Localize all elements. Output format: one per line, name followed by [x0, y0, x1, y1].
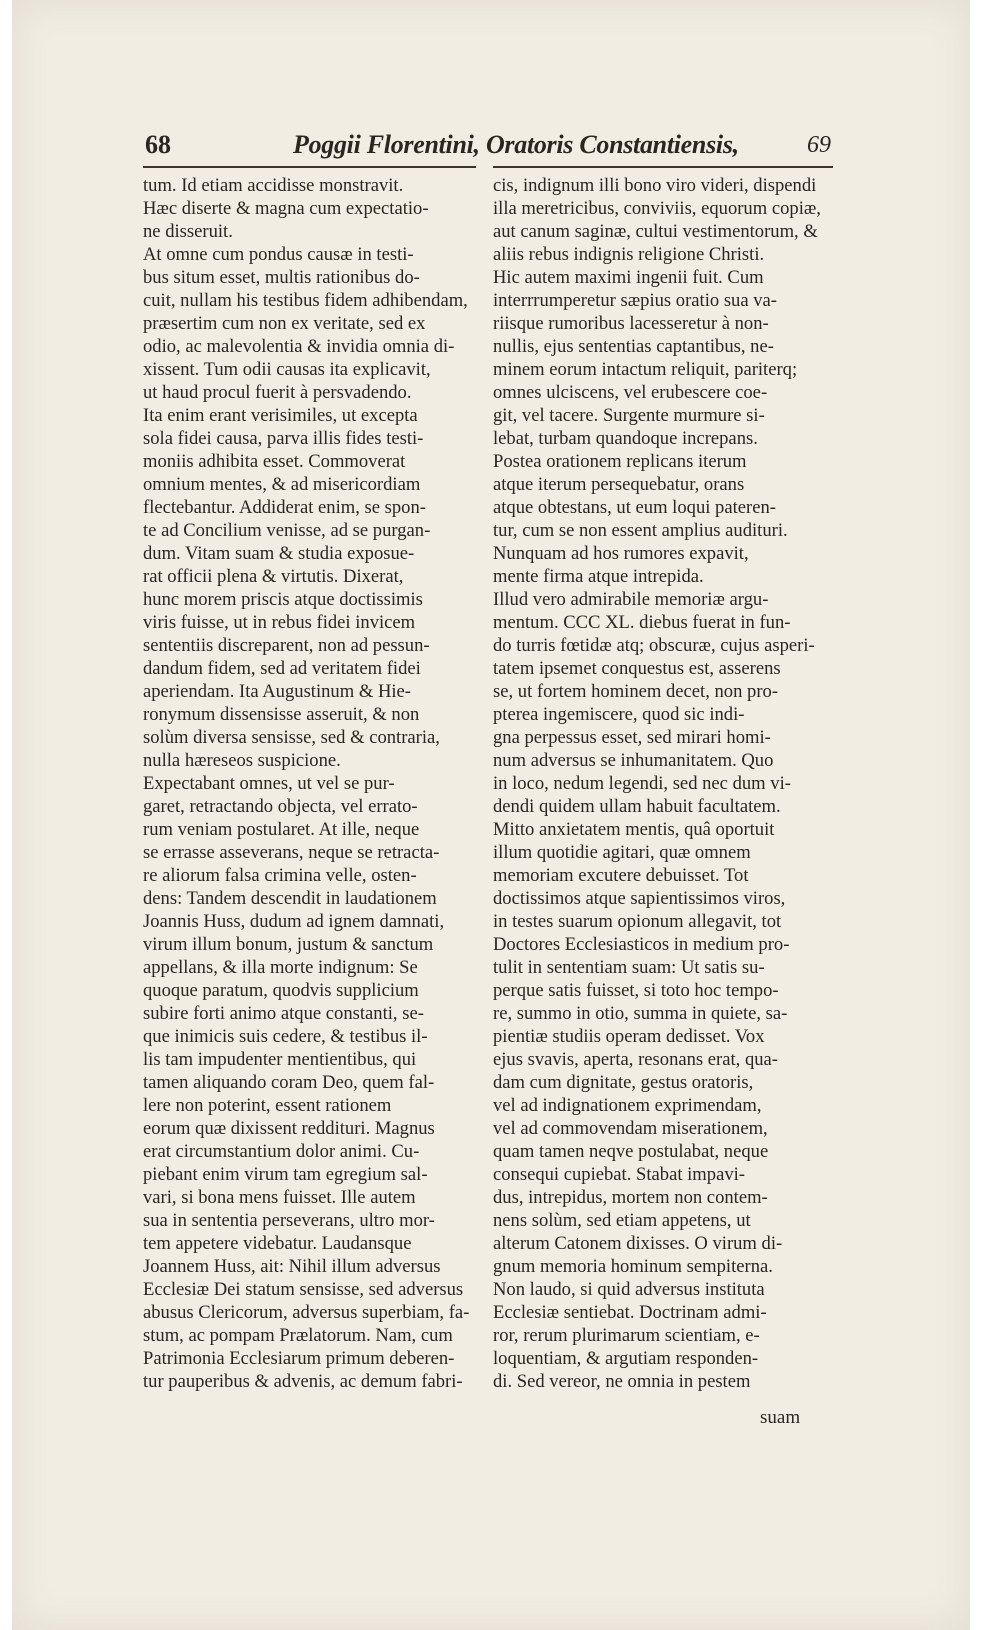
text-line: cuit, nullam his testibus fidem adhibendam,	[143, 290, 468, 311]
text-line: tum. Id etiam accidisse monstravit.	[143, 175, 404, 196]
text-line: lebat, turbam quandoque increpans.	[493, 428, 758, 449]
text-line: ut haud procul fuerit à persvadendo.	[143, 382, 412, 403]
text-line: erat circumstantium dolor animi. Cu-	[143, 1141, 420, 1162]
text-line: Non laudo, si quid adversus instituta	[493, 1279, 765, 1300]
text-line: dens: Tandem descendit in laudationem	[143, 888, 437, 909]
text-line: sententiis discreparent, non ad pessun-	[143, 635, 430, 656]
text-line: consequi cupiebat. Stabat impavi-	[493, 1164, 745, 1185]
text-line: dam cum dignitate, gestus oratoris,	[493, 1072, 754, 1093]
text-line: Ecclesiæ sentiebat. Doctrinam admi-	[493, 1302, 767, 1323]
text-line: nulla hæreseos suspicione.	[143, 750, 341, 771]
text-line: que inimicis suis cedere, & testibus il-	[143, 1026, 428, 1047]
left-text-column	[143, 174, 475, 1393]
text-line: quoque paratum, quodvis supplicium	[143, 980, 419, 1001]
text-line: Hæc diserte & magna cum expectatio-	[143, 198, 429, 219]
text-line: aliis rebus indignis religione Christi.	[493, 244, 765, 265]
running-title: Poggii Florentini, Oratoris Constantiensis,	[293, 130, 739, 159]
text-line: tem appetere videbatur. Laudansque	[143, 1233, 412, 1254]
text-line: gna perpessus esset, sed mirari homi-	[493, 727, 771, 748]
text-line: solùm diversa sensisse, sed & contraria,	[143, 727, 440, 748]
text-line: stum, ac pompam Prælatorum. Nam, cum	[143, 1325, 453, 1346]
text-line: Joannis Huss, dudum ad ignem damnati,	[143, 911, 445, 932]
text-line: bus situm esset, multis rationibus do-	[143, 267, 420, 288]
text-line: git, vel tacere. Surgente murmure si-	[493, 405, 765, 426]
text-line: tur pauperibus & advenis, ac demum fabri-	[143, 1371, 463, 1392]
page-number-left: 68	[145, 130, 171, 159]
text-line: dandum fidem, sed ad veritatem fidei	[143, 658, 421, 679]
text-line: aperiendam. Ita Augustinum & Hie-	[143, 681, 411, 702]
text-line: se errasse asseverans, neque se retracta-	[143, 842, 440, 863]
text-line: pientiæ studiis operam dedisset. Vox	[493, 1026, 765, 1047]
text-line: se, ut fortem hominem decet, non pro-	[493, 681, 779, 702]
text-line: dum. Vitam suam & studia exposue-	[143, 543, 415, 564]
text-line: rum veniam postularet. At ille, neque	[143, 819, 420, 840]
text-line: omnes ulciscens, vel erubescere coe-	[493, 382, 768, 403]
text-line: Patrimonia Ecclesiarum primum deberen-	[143, 1348, 455, 1369]
page-header	[143, 128, 839, 164]
text-line: mente firma atque intrepida.	[493, 566, 704, 587]
text-line: Ecclesiæ Dei statum sensisse, sed adversus	[143, 1279, 464, 1300]
text-line: Doctores Ecclesiasticos in medium pro-	[493, 934, 790, 955]
text-line: riisque rumoribus lacesseretur à non-	[493, 313, 769, 334]
text-line: At omne cum pondus causæ in testi-	[143, 244, 414, 265]
text-line: quam tamen neqve postulabat, neque	[493, 1141, 769, 1162]
text-line: te ad Concilium venisse, ad se purgan-	[143, 520, 431, 541]
text-line: ror, rerum plurimarum scientiam, e-	[493, 1325, 760, 1346]
text-line: tamen aliquando coram Deo, quem fal-	[143, 1072, 435, 1093]
text-line: atque obtestans, ut eum loqui pateren-	[493, 497, 776, 518]
text-line: vel ad commovendam miserationem,	[493, 1118, 768, 1139]
text-line: re aliorum falsa crimina velle, osten-	[143, 865, 417, 886]
text-line: mentum. CCC XL. diebus fuerat in fun-	[493, 612, 791, 633]
text-line: præsertim cum non ex veritate, sed ex	[143, 313, 426, 334]
text-line: vari, si bona mens fuisset. Ille autem	[143, 1187, 416, 1208]
text-line: nens solùm, sed etiam appetens, ut	[493, 1210, 751, 1231]
text-line: subire forti animo atque constanti, se-	[143, 1003, 424, 1024]
text-line: perque satis fuisset, si toto hoc tempo-	[493, 980, 779, 1001]
text-line: garet, retractando objecta, vel errato-	[143, 796, 418, 817]
text-line: interrrumperetur sæpius oratio sua va-	[493, 290, 777, 311]
text-line: Joannem Huss, ait: Nihil illum adversus	[143, 1256, 441, 1277]
text-line: xissent. Tum odii causas ita explicavit,	[143, 359, 431, 380]
header-rule-right	[493, 166, 833, 168]
text-line: vel ad indignationem exprimendam,	[493, 1095, 762, 1116]
text-line: Illud vero admirabile memoriæ argu-	[493, 589, 769, 610]
text-line: lere non poterint, essent rationem	[143, 1095, 392, 1116]
text-line: illum quotidie agitari, quæ omnem	[493, 842, 751, 863]
text-line: tatem ipsemet conquestus est, asserens	[493, 658, 781, 679]
right-text-column	[493, 174, 833, 1393]
text-line: pterea ingemiscere, quod sic indi-	[493, 704, 745, 725]
header-rule-left	[143, 166, 476, 168]
text-line: memoriam excutere debuisset. Tot	[493, 865, 749, 886]
text-line: hunc morem priscis atque doctissimis	[143, 589, 423, 610]
text-line: Hic autem maximi ingenii fuit. Cum	[493, 267, 764, 288]
text-line: sua in sententia perseverans, ultro mor-	[143, 1210, 435, 1231]
text-line: in testes suarum opionum allegavit, tot	[493, 911, 782, 932]
text-line: ne disseruit.	[143, 221, 233, 242]
text-line: omnium mentes, & ad misericordiam	[143, 474, 421, 495]
text-line: tur, cum se non essent amplius audituri.	[493, 520, 788, 541]
text-line: virum illum bonum, justum & sanctum	[143, 934, 434, 955]
text-line: cis, indignum illi bono viro videri, dispendi	[493, 175, 817, 196]
text-line: aut canum saginæ, cultui vestimentorum, &	[493, 221, 818, 242]
text-line: odio, ac malevolentia & invidia omnia di-	[143, 336, 455, 357]
text-line: moniis adhibita esset. Commoverat	[143, 451, 406, 472]
text-line: Postea orationem replicans iterum	[493, 451, 747, 472]
text-line: atque iterum persequebatur, orans	[493, 474, 745, 495]
text-line: nullis, ejus sententias captantibus, ne-	[493, 336, 774, 357]
text-line: piebant enim virum tam egregium sal-	[143, 1164, 428, 1185]
text-line: dus, intrepidus, mortem non contem-	[493, 1187, 768, 1208]
text-line: sola fidei causa, parva illis fides testi-	[143, 428, 424, 449]
text-line: num adversus se inhumanitatem. Quo	[493, 750, 774, 771]
page-number-right: 69	[807, 132, 831, 158]
text-line: alterum Catonem dixisses. O virum di-	[493, 1233, 783, 1254]
text-line: re, summo in otio, summa in quiete, sa-	[493, 1003, 788, 1024]
text-line: doctissimos atque sapientissimos viros,	[493, 888, 786, 909]
catchword: suam	[760, 1407, 801, 1428]
text-line: flectebantur. Addiderat enim, se spon-	[143, 497, 426, 518]
text-line: in loco, nedum legendi, sed nec dum vi-	[493, 773, 791, 794]
text-line: rat officii plena & virtutis. Dixerat,	[143, 566, 404, 587]
text-line: do turris fœtidæ atq; obscuræ, cujus asperi-	[493, 635, 815, 656]
text-line: Mitto anxietatem mentis, quâ oportuit	[493, 819, 775, 840]
text-line: appellans, & illa morte indignum: Se	[143, 957, 418, 978]
text-line: eorum quæ dixissent reddituri. Magnus	[143, 1118, 435, 1139]
text-line: di. Sed vereor, ne omnia in pestem	[493, 1371, 751, 1392]
text-line: illa meretricibus, conviviis, equorum copiæ,	[493, 198, 821, 219]
text-line: Nunquam ad hos rumores expavit,	[493, 543, 749, 564]
text-line: loquentiam, & argutiam responden-	[493, 1348, 759, 1369]
text-line: Ita enim erant verisimiles, ut excepta	[143, 405, 418, 426]
text-line: viris fuisse, ut in rebus fidei invicem	[143, 612, 416, 633]
text-line: Expectabant omnes, ut vel se pur-	[143, 773, 395, 794]
text-line: minem eorum intactum reliquit, pariterq;	[493, 359, 798, 380]
text-line: ejus svavis, aperta, resonans erat, qua-	[493, 1049, 778, 1070]
text-line: lis tam impudenter mentientibus, qui	[143, 1049, 417, 1070]
text-line: dendi quidem ullam habuit facultatem.	[493, 796, 781, 817]
text-line: abusus Clericorum, adversus superbiam, fa-	[143, 1302, 470, 1323]
text-line: ronymum dissensisse asseruit, & non	[143, 704, 420, 725]
text-line: tulit in sententiam suam: Ut satis su-	[493, 957, 765, 978]
text-line: gnum memoria hominum sempiterna.	[493, 1256, 773, 1277]
